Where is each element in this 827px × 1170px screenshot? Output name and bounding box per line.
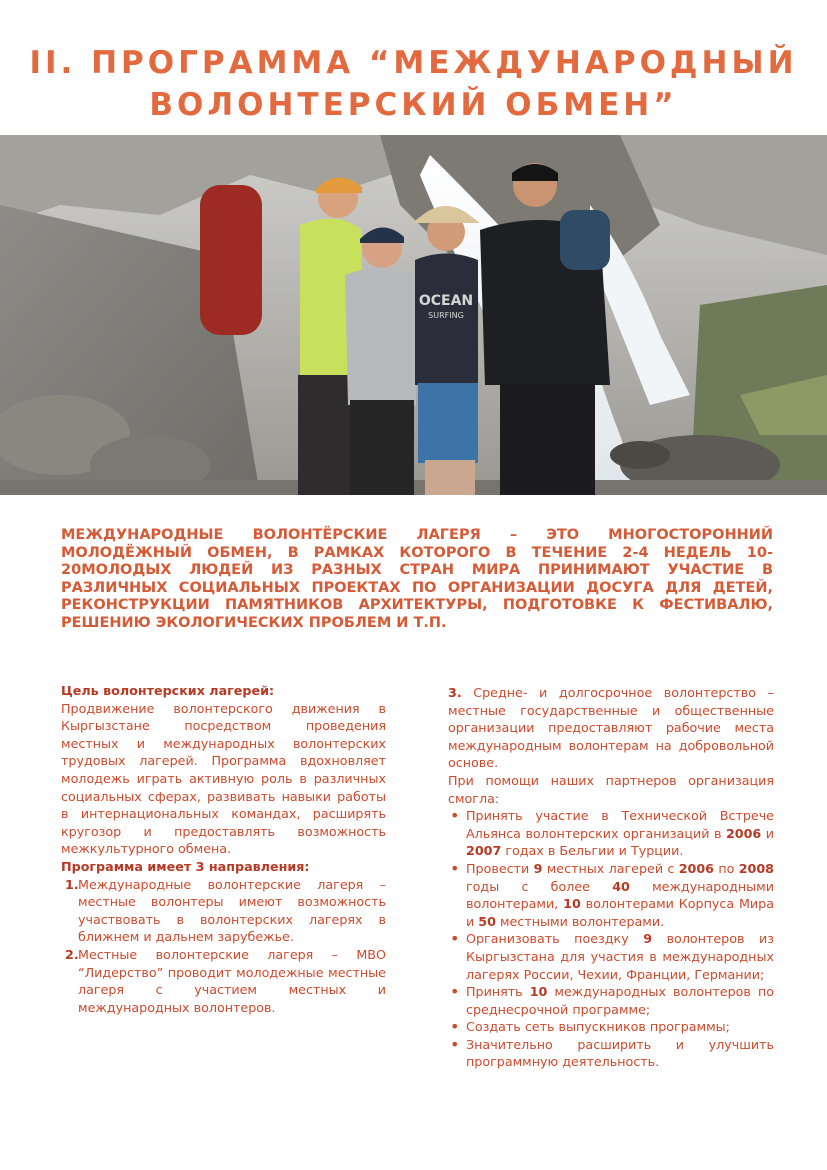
achievement-text: Принять участие в Технической Встрече Альянса волонтерских организаций в — [466, 808, 774, 841]
goal-heading: Цель волонтерских лагерей: — [61, 683, 275, 698]
directions-count: 3 — [195, 858, 205, 874]
title-line-2: ВОЛОНТЕРСКИЙ ОБМЕН” — [149, 87, 678, 123]
achievement-text: годах в Бельгии и Турции. — [501, 843, 684, 859]
achievement-number: 2006 — [678, 860, 714, 876]
achievement-item — [448, 807, 774, 860]
title-line-1: II. ПРОГРАММА “МЕЖДУНАРОДНЫЙ — [29, 45, 798, 81]
direction-marker: 1. — [65, 876, 79, 892]
direction-item — [61, 876, 386, 946]
achievement-item — [448, 983, 774, 1018]
directions-heading-post: направления: — [204, 858, 310, 874]
achievement-text: и — [761, 825, 774, 841]
direction-marker: 2. — [65, 946, 79, 962]
direction-item — [61, 946, 386, 1016]
achievement-number: 9 — [643, 931, 653, 947]
achievement-number: 10 — [529, 984, 548, 1000]
achievement-number: 2006 — [725, 825, 762, 841]
goal-text: Продвижение волонтерского движения в Кыргызстане посредством проведения местных и международных волонтерских трудовых лагерей. Программа вдохновляет молодежь играть активную роль в различных социальных сферах, развивать навыки работы в интернациональных командах, расширять кругозор и предоставлять возможность межкультурного обмена. — [61, 700, 386, 857]
directions-heading — [61, 858, 386, 876]
achievement-text: местными волонтерами. — [495, 913, 665, 929]
intro-people: 10-20 — [61, 544, 773, 578]
achievement-item — [448, 1036, 774, 1071]
intro-part-1: МЕЖДУНАРОДНЫЕ ВОЛОНТЁРСКИЕ ЛАГЕРЯ – ЭТО МНОГОСТОРОННИЙ МОЛОДЁЖНЫЙ ОБМЕН, В РАМКАХ КОТОРОГО В ТЕЧЕНИЕ — [61, 527, 773, 561]
achievement-text: Значительно расширить и улучшить программную деятельность. — [466, 1036, 774, 1070]
achievement-text: Принять — [466, 984, 530, 1000]
achievement-text: Организовать поездку — [466, 931, 644, 947]
achievement-number: 9 — [533, 860, 543, 876]
page-title — [0, 42, 827, 126]
achievement-text: по — [714, 860, 739, 876]
achievement-text: волонтерами Корпуса Мира и — [466, 896, 774, 929]
achievement-number: 2008 — [738, 860, 775, 876]
direction-3-text: Средне- и долгосрочное волонтерство – местные государственные и общественные организации предоставляют рабочие места международным волонтерам на добровольной основе. — [448, 685, 774, 771]
directions-heading-pre: Программа имеет — [61, 858, 196, 874]
intro-part-3: МОЛОДЫХ ЛЮДЕЙ ИЗ РАЗНЫХ СТРАН МИРА ПРИНИМАЮТ УЧАСТИЕ В РАЗЛИЧНЫХ СОЦИАЛЬНЫХ ПРОЕКТАХ ПО ОРГАНИЗАЦИИ ДОСУГА ДЛЯ ДЕТЕЙ, РЕКОНСТРУКЦИИ ПАМЯТНИКОВ АРХИТЕКТУРЫ, ПОДГОТОВКЕ К ФЕСТИВАЛЮ, РЕШЕНИЮ ЭКОЛОГИЧЕСКИХ ПРОБЛЕМ И Т.П. — [61, 562, 773, 631]
intro-paragraph — [61, 527, 773, 632]
intro-part-2: НЕДЕЛЬ — [648, 544, 747, 561]
achievement-text: годы с более — [466, 878, 613, 894]
partners-text: При помощи наших партнеров организация смогла: — [448, 772, 774, 806]
achievement-number: 40 — [612, 878, 630, 894]
achievement-number: 50 — [478, 913, 496, 929]
achievements-list — [448, 807, 774, 1071]
achievement-item — [448, 860, 774, 930]
right-column — [448, 684, 774, 1071]
achievement-text: местных лагерей с — [542, 860, 679, 876]
group-photo — [0, 135, 827, 495]
achievement-item — [448, 930, 774, 983]
intro-weeks: 2-4 — [622, 544, 649, 561]
direction-3-marker: 3. — [448, 685, 462, 700]
achievement-item — [448, 1018, 774, 1036]
direction-text: Международные волонтерские лагеря – местные волонтеры имеют возможность участвовать в волонтерских лагерях в ближнем и дальнем зарубежье. — [78, 876, 386, 945]
achievement-text: Провести — [466, 860, 534, 876]
shirt-text: OCEAN — [418, 293, 474, 309]
achievement-text: международных волонтеров по среднесрочной программе; — [466, 984, 774, 1017]
achievement-text: Создать сеть выпускников программы; — [466, 1019, 730, 1035]
achievement-number: 10 — [563, 896, 581, 912]
directions-list — [61, 876, 386, 1017]
direction-text: Местные волонтерские лагеря – МВО “Лидерство” проводит молодежные местные лагеря с участием местных и международных волонтеров. — [78, 946, 386, 1015]
shirt-text-2: SURFING — [428, 311, 464, 320]
achievement-text: международными волонтерами, — [466, 878, 774, 912]
direction-3 — [448, 684, 774, 772]
achievement-text: волонтеров из Кыргызстана для участия в международных лагерях России, Чехии, Франции, Германии; — [466, 931, 774, 982]
achievement-number: 2007 — [466, 843, 502, 859]
left-column — [61, 682, 386, 1016]
